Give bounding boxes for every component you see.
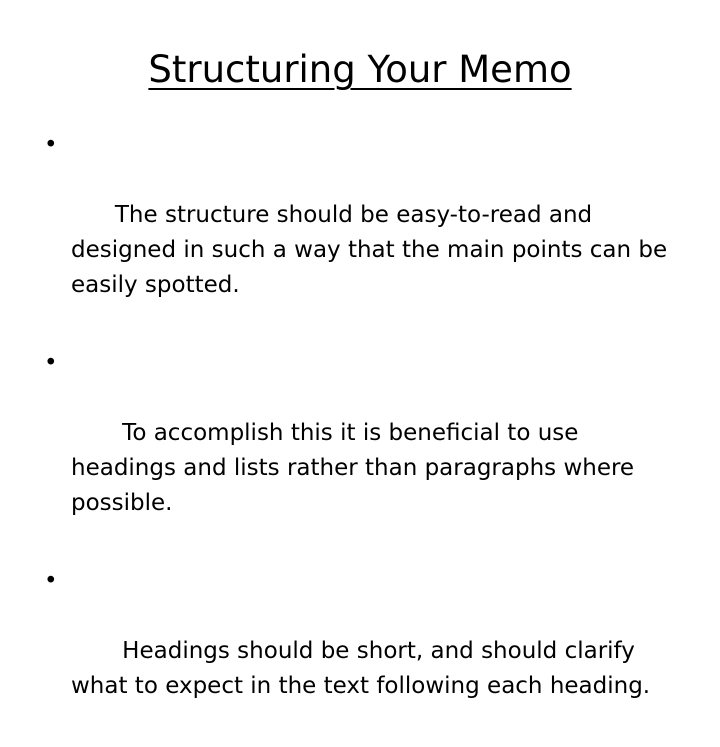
bullet-item <box>44 128 684 338</box>
bullet-list <box>44 128 684 747</box>
bullet-item <box>44 346 684 556</box>
bullet-text: To accomplish this it is beneficial to use headings and lists rather than paragraphs where possible. <box>71 420 642 516</box>
bullet-item <box>44 564 684 739</box>
bullet-marker: • <box>44 132 58 158</box>
bullet-text: Headings should be short, and should clarify what to expect in the text following each heading. <box>71 638 651 699</box>
bullet-text: The structure should be easy-to-read and designed in such a way that the main points can be easily spotted. <box>71 202 675 298</box>
slide-title: Structuring Your Memo <box>148 48 572 91</box>
bullet-marker: • <box>44 568 58 594</box>
bullet-marker: • <box>44 350 58 376</box>
